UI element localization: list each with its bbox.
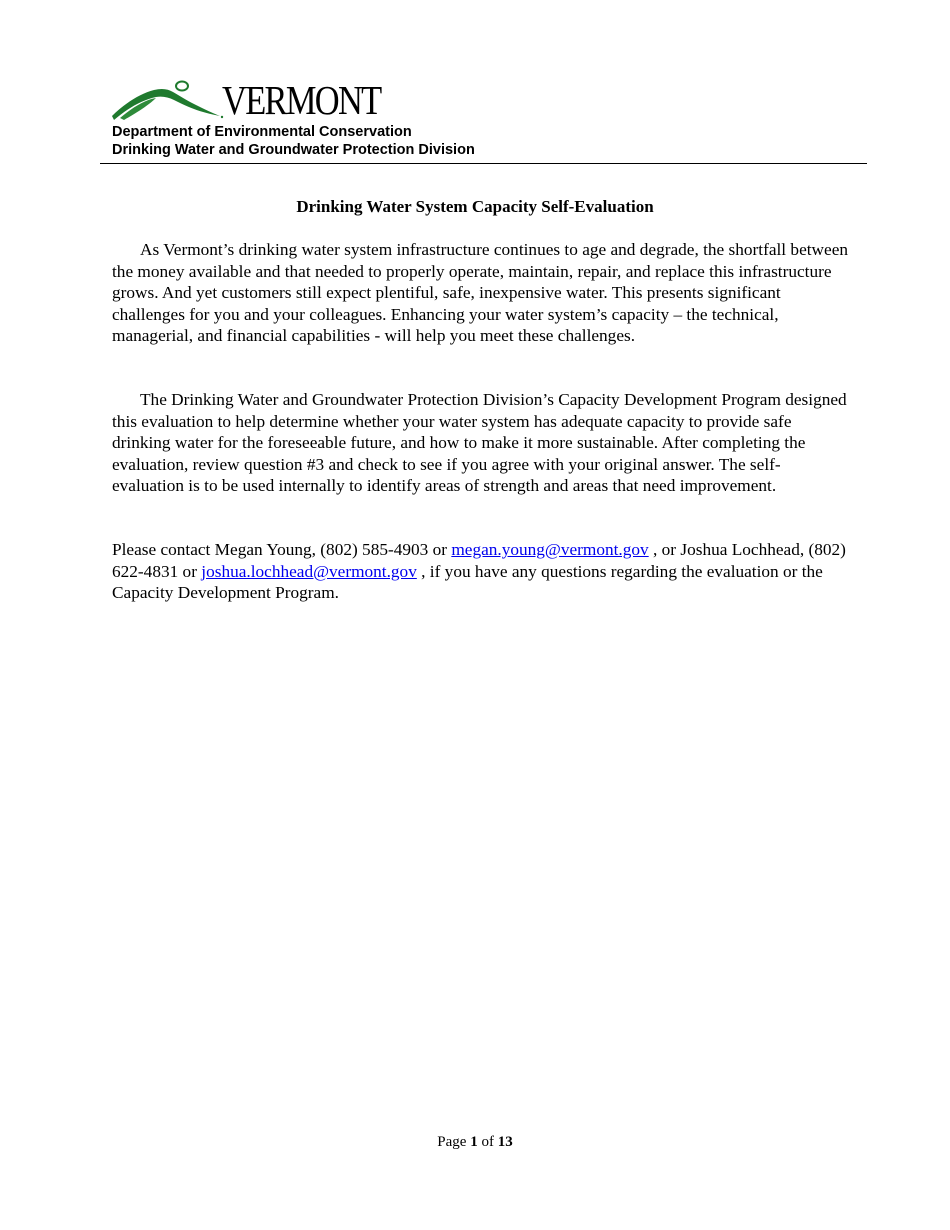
page-number xyxy=(0,1133,950,1151)
header-divider xyxy=(100,163,867,164)
department-name: Department of Environmental Conservation xyxy=(112,124,412,140)
intro-paragraph: As Vermont’s drinking water system infrastructure continues to age and degrade, the shortfall between the money available and that needed to properly operate, maintain, repair, and replace this infrastructure grows. And yet customers still expect plentiful, safe, inexpensive water. This presents significant challenges for you and your colleagues. Enhancing your water system’s capacity – the technical, managerial, and financial capabilities - will help you meet these challenges. xyxy=(112,240,849,345)
email-link-megan[interactable]: megan.young@vermont.gov xyxy=(451,540,649,559)
contact-middle: , or Joshua Lochhead, (802) 622-4831 or xyxy=(112,540,846,581)
document-title: Drinking Water System Capacity Self-Evaluation xyxy=(296,197,654,216)
mountain-logo-icon xyxy=(110,76,230,122)
contact-outro: , if you have any questions regarding the evaluation or the Capacity Development Program. xyxy=(112,561,823,602)
email-link-joshua[interactable]: joshua.lochhead@vermont.gov xyxy=(201,561,417,581)
vermont-logo xyxy=(110,76,390,122)
current-page: 1 xyxy=(470,1134,478,1150)
contact-paragraph xyxy=(112,539,852,604)
page-label: Page xyxy=(437,1134,467,1150)
contact-intro: Please contact Megan Young, (802) 585-4903 or xyxy=(112,540,452,559)
division-name: Drinking Water and Groundwater Protection Division xyxy=(112,142,475,158)
purpose-paragraph: The Drinking Water and Groundwater Protection Division’s Capacity Development Program designed this evaluation to help determine whether your water system has adequate capacity to provide safe drinking water for the foreseeable future, and how to make it more sustainable. After completing the evaluation, review question #3 and check to see if you agree with your original answer. The self-evaluation is to be used internally to identify areas of strength and areas that need improvement. xyxy=(112,390,847,495)
total-pages: 13 xyxy=(497,1134,513,1150)
of-label: of xyxy=(481,1134,494,1150)
logo-wordmark: VERMONT xyxy=(222,77,381,123)
